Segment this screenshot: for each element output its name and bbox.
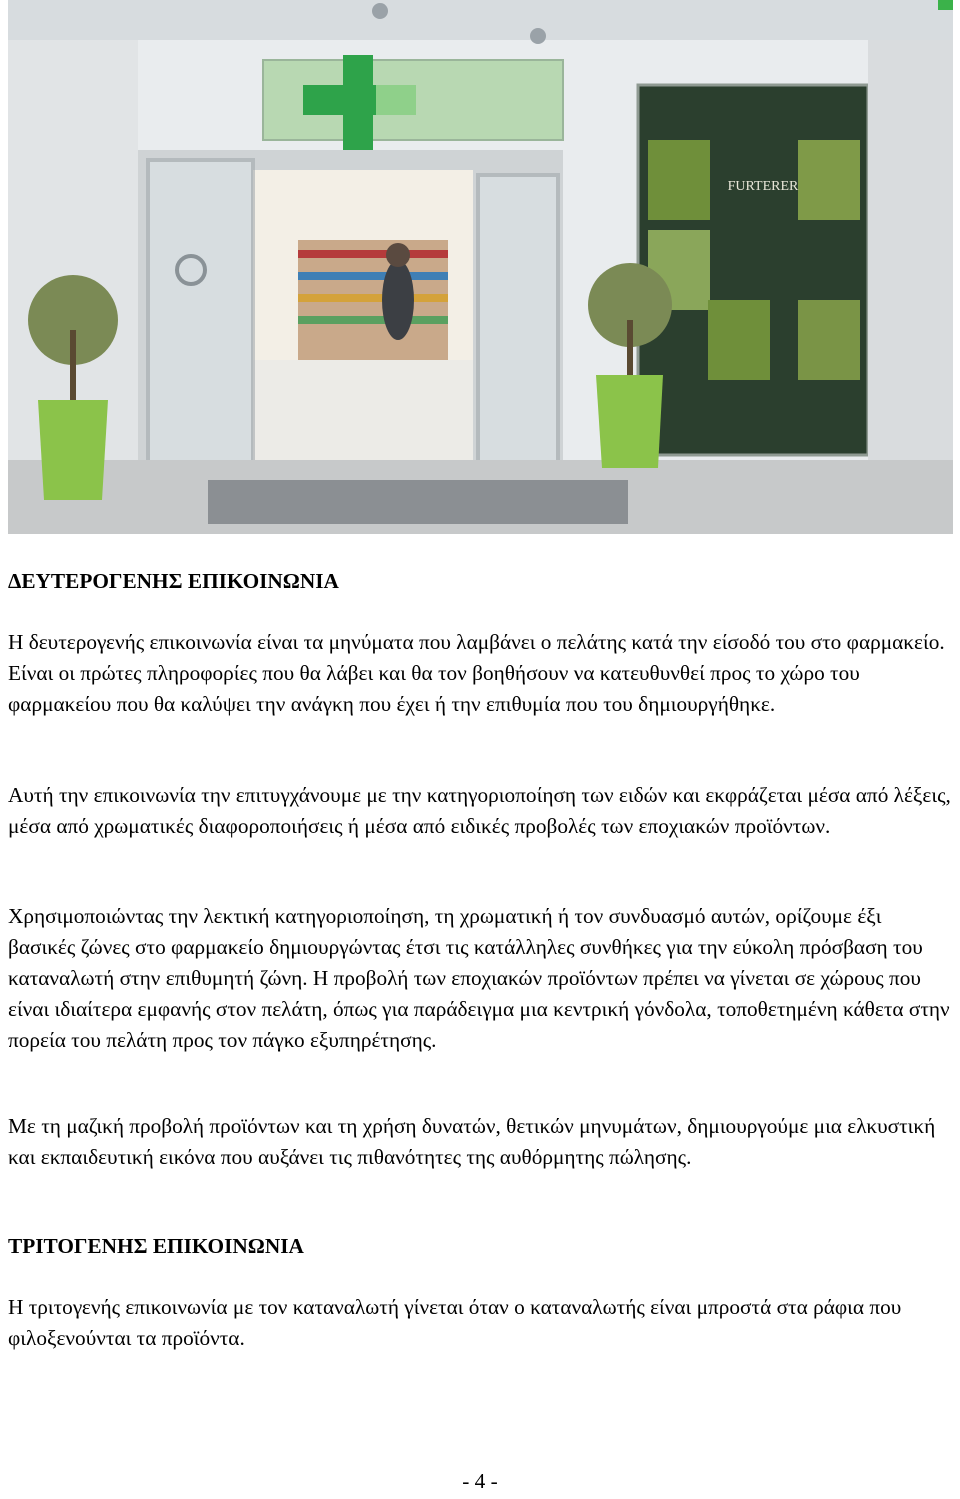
- paragraph: Με τη μαζική προβολή προϊόντων και τη χρήση δυνατών, θετικών μηνυμάτων, δημιουργούμε μια ελκυστική και εκπαιδευτική εικόνα που αυξάνει τις πιθανότητες της αυθόρμητης πώλησης.: [8, 1114, 936, 1169]
- paragraph: Αυτή την επικοινωνία την επιτυγχάνουμε με την κατηγοριοποίηση των ειδών και εκφράζεται μέσα από λέξεις, μέσα από χρωματικές διαφοροποιήσεις ή μέσα από ειδικές προβολές των εποχιακών προϊόντων.: [8, 783, 951, 838]
- paragraph: Η τριτογενής επικοινωνία με τον καταναλωτή γίνεται όταν ο καταναλωτής είναι μπροστά στα ράφια που φιλοξενούνται τα προϊόντα.: [8, 1295, 902, 1350]
- paragraph: Η δευτερογενής επικοινωνία είναι τα μηνύματα που λαμβάνει ο πελάτης κατά την είσοδό του στο φαρμακείο. Είναι οι πρώτες πληροφορίες που θα λάβει και θα τον βοηθήσουν να κατευθυνθεί προς το χώρο του φαρμακείου που θα καλύψει την ανάγκη που έχει ή την επιθυμία που του δημιουργήθηκε.: [8, 630, 945, 716]
- brand-sign: FURTERER: [727, 179, 799, 194]
- section-heading-tertiary: ΤΡΙΤΟΓΕΝΗΣ ΕΠΙΚΟΙΝΩΝΙΑ: [8, 1234, 304, 1258]
- section-heading-secondary: ΔΕΥΤΕΡΟΓΕΝΗΣ ΕΠΙΚΟΙΝΩΝΙΑ: [8, 569, 339, 593]
- pharmacy-storefront-photo: [8, 0, 953, 534]
- paragraph: Χρησιμοποιώντας την λεκτική κατηγοριοποίηση, τη χρωματική ή τον συνδυασμό αυτών, ορίζουμε έξι βασικές ζώνες στο φαρμακείο δημιουργώντας έτσι τις κατάλληλες συνθήκες για την εύκολη πρόσβαση του καταναλωτή στην επιθυμητή ζώνη. Η προβολή των εποχιακών προϊόντων πρέπει να γίνεται σε χώρους που είναι ιδιαίτερα εμφανής στον πελάτη, όπως για παράδειγμα μια κεντρική γόνδολα, τοποθετημένη κάθετα στην πορεία του πελάτη προς τον πάγκο εξυπηρέτησης.: [8, 904, 950, 1052]
- page-number: - 4 -: [462, 1469, 498, 1493]
